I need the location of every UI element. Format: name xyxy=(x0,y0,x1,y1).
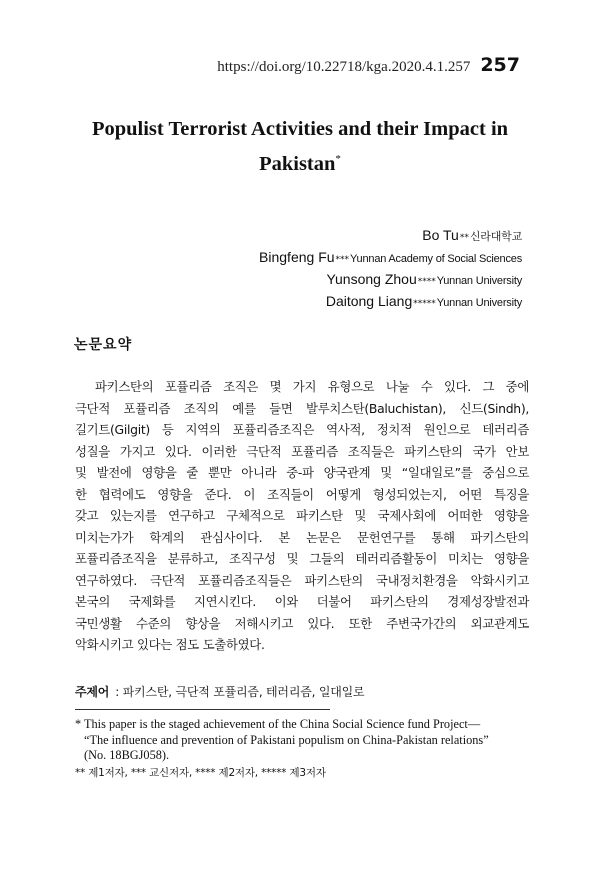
author-list xyxy=(259,226,522,314)
keywords-label: 주제어 xyxy=(75,685,110,699)
footnote-line-2: “The influence and prevention of Pakistani populism on China-Pakistan relations” xyxy=(84,732,489,747)
keywords-separator: : xyxy=(115,685,120,699)
title-line-1: Populist Terrorist Activities and their Impact in xyxy=(91,118,509,140)
footnote-author-roles: ** 제1저자, *** 교신저자, **** 제2저자, ***** 제3저자 xyxy=(75,766,326,779)
author-marker: ***** xyxy=(413,299,436,309)
author-marker: **** xyxy=(417,277,436,287)
footnote-funding xyxy=(75,717,530,764)
paper-title xyxy=(60,114,540,179)
page-number: 257 xyxy=(480,54,520,76)
author-name: Daitong Liang xyxy=(325,293,413,309)
author-affiliation: Yunnan University xyxy=(436,275,522,287)
abstract-line: 연구하였다. 극단적 포퓰리즘조직들은 파키스탄의 국내정치환경을 악화시키고 xyxy=(75,572,529,588)
abstract-line: 성질을 가지고 있다. 이러한 극단적 포퓰리즘 조직들은 파키스탄의 국가 안보 xyxy=(75,443,529,459)
footnote-marker: * xyxy=(75,717,82,731)
abstract-line: 국민생활 수준의 향상을 저해시키고 있다. 또한 주변국가간의 외교관계도 xyxy=(75,615,529,631)
doi-link[interactable]: https://doi.org/10.22718/kga.2020.4.1.257 xyxy=(217,59,471,75)
footnote-line-1: This paper is the staged achievement of the China Social Science fund Project— xyxy=(84,717,481,731)
author-affiliation: Yunnan Academy of Social Sciences xyxy=(350,253,522,265)
abstract-line: 본국의 국제화를 지연시킨다. 이와 더불어 파키스탄의 경제성장발전과 xyxy=(75,594,529,609)
title-footnote-marker: * xyxy=(335,153,341,165)
author-3 xyxy=(259,270,522,292)
abstract-line: 및 발전에 영향을 줄 뿐만 아니라 중-파 양국관계 및 “일대일로”를 중심으로 xyxy=(75,465,529,480)
author-affiliation: Yunnan University xyxy=(436,297,522,309)
keywords-text: 파키스탄, 극단적 포퓰리즘, 테러리즘, 일대일로 xyxy=(122,685,365,699)
author-1 xyxy=(259,226,522,248)
footnote-divider xyxy=(75,709,330,710)
abstract-line: 악화시키고 있다는 점도 도출하였다. xyxy=(75,637,265,652)
author-marker: *** xyxy=(335,255,350,265)
page-header xyxy=(217,54,520,76)
abstract-heading: 논문요약 xyxy=(74,337,133,353)
abstract-line: 포퓰리즘조직을 분류하고, 조직구성 및 그들의 테러리즘활동이 미치는 영향을 xyxy=(75,551,529,566)
abstract-line: 갖고 있는지를 연구하고 구체적으로 파키스탄 및 국제사회에 어떠한 영향을 xyxy=(75,508,529,523)
footnote-line-3: (No. 18BGJ058). xyxy=(84,748,170,762)
author-name: Bo Tu xyxy=(422,227,459,243)
author-marker: ** xyxy=(459,233,469,243)
abstract-line: 미치는가가 학계의 관심사이다. 본 논문은 문헌연구를 통해 파키스탄의 xyxy=(75,529,529,545)
abstract-line: 극단적 포퓰리즘 조직의 예를 들면 발루치스탄(Baluchistan), 신드(Sindh), xyxy=(75,400,529,416)
title-line-2 xyxy=(60,144,540,179)
abstract-line: 길기트(Gilgit) 등 지역의 포퓰리즘조직은 역사적, 정치적 원인으로 테러리즘 xyxy=(75,422,529,437)
author-affiliation: 신라대학교 xyxy=(469,231,522,243)
author-2 xyxy=(259,248,522,270)
footnotes xyxy=(75,717,530,781)
author-name: Yunsong Zhou xyxy=(326,271,417,287)
abstract-body xyxy=(75,376,529,656)
author-name: Bingfeng Fu xyxy=(259,249,335,265)
keywords-line xyxy=(75,683,364,700)
author-4 xyxy=(259,292,522,314)
abstract-line: 한 협력에도 영향을 준다. 이 조직들이 어떻게 형성되었는지, 어떤 특징을 xyxy=(75,486,529,502)
title-line-2-text: Pakistan xyxy=(259,152,336,175)
abstract-line: 파키스탄의 포퓰리즘 조직은 몇 가지 유형으로 나눌 수 있다. 그 중에 xyxy=(75,379,529,394)
